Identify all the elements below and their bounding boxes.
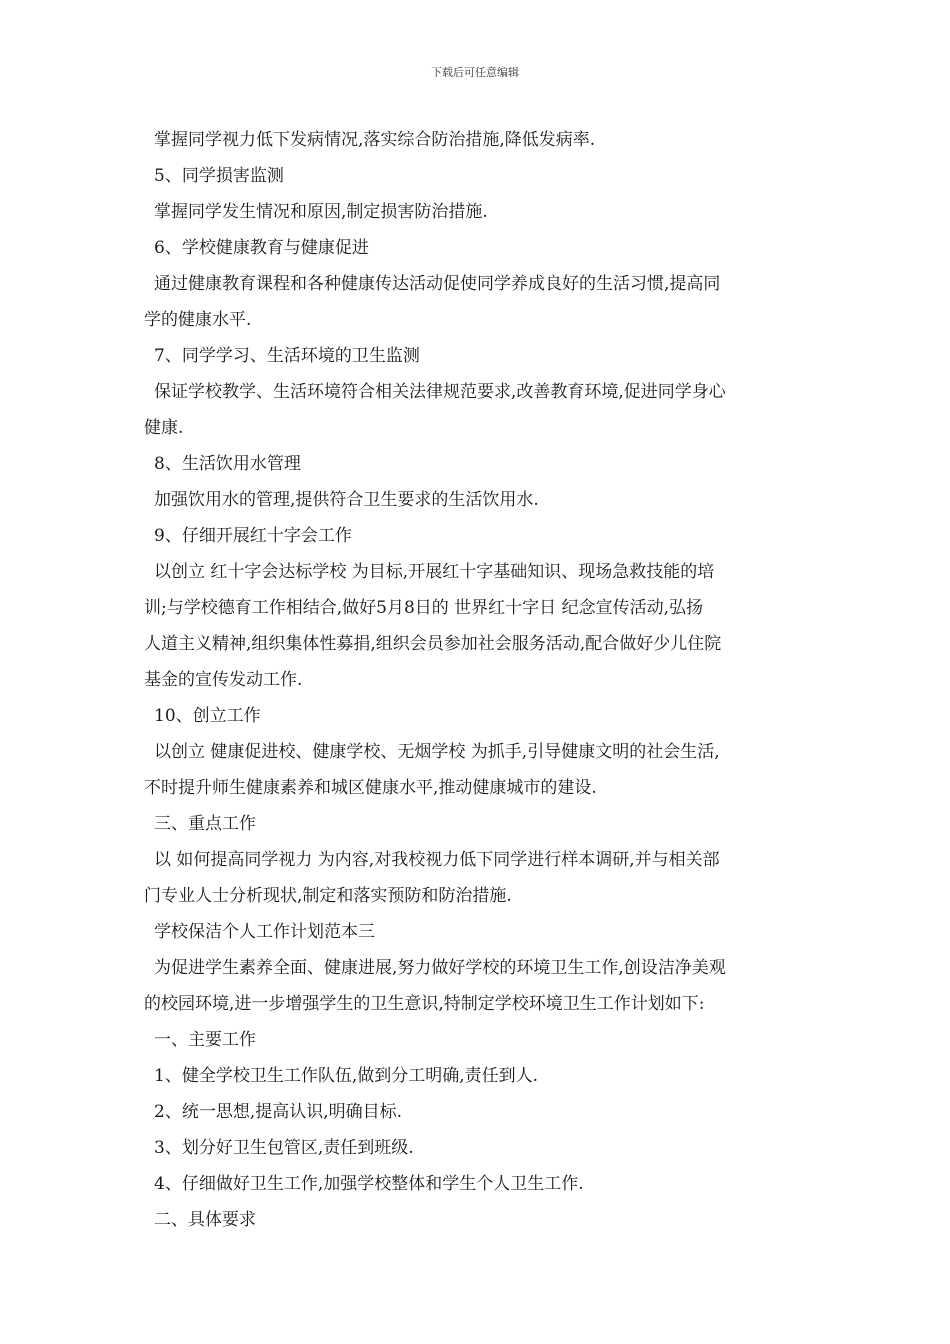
text-line: 训;与学校德育工作相结合,做好5月8日的 世界红十字日 纪念宣传活动,弘扬	[144, 598, 703, 618]
text-line: 4、仔细做好卫生工作,加强学校整体和学生个人卫生工作.	[154, 1174, 584, 1194]
text-line: 门专业人士分析现状,制定和落实预防和防治措施.	[144, 886, 512, 906]
page-header: 下载后可任意编辑	[431, 66, 519, 79]
text-line: 学的健康水平.	[144, 310, 252, 330]
text-line: 基金的宣传发动工作.	[144, 670, 303, 690]
text-line: 加强饮用水的管理,提供符合卫生要求的生活饮用水.	[154, 490, 539, 510]
text-line: 掌握同学发生情况和原因,制定损害防治措施.	[154, 202, 488, 222]
text-line: 2、统一思想,提高认识,明确目标.	[154, 1102, 403, 1122]
text-line: 三、重点工作	[154, 814, 256, 834]
text-line: 3、划分好卫生包管区,责任到班级.	[154, 1138, 414, 1158]
text-line: 1、健全学校卫生工作队伍,做到分工明确,责任到人.	[154, 1066, 539, 1086]
text-line: 以 如何提高同学视力 为内容,对我校视力低下同学进行样本调研,并与相关部	[154, 850, 720, 870]
text-line: 5、同学损害监测	[154, 166, 284, 186]
text-line: 7、同学学习、生活环境的卫生监测	[154, 346, 420, 366]
text-line: 通过健康教育课程和各种健康传达活动促使同学养成良好的生活习惯,提高同	[154, 274, 721, 294]
text-line: 以创立 健康促进校、健康学校、无烟学校 为抓手,引导健康文明的社会生活,	[154, 742, 720, 762]
text-line: 保证学校教学、生活环境符合相关法律规范要求,改善教育环境,促进同学身心	[154, 382, 726, 402]
text-line: 掌握同学视力低下发病情况,落实综合防治措施,降低发病率.	[154, 130, 596, 150]
text-line: 8、生活饮用水管理	[154, 454, 301, 474]
text-line: 的校园环境,进一步增强学生的卫生意识,特制定学校环境卫生工作计划如下:	[144, 994, 705, 1014]
text-line: 6、学校健康教育与健康促进	[154, 238, 369, 258]
text-line: 二、具体要求	[154, 1210, 256, 1230]
text-line: 不时提升师生健康素养和城区健康水平,推动健康城市的建设.	[144, 778, 597, 798]
text-line: 健康.	[144, 418, 184, 438]
text-line: 以创立 红十字会达标学校 为目标,开展红十字基础知识、现场急救技能的培	[154, 562, 715, 582]
text-line: 一、主要工作	[154, 1030, 256, 1050]
document-body	[144, 122, 810, 1238]
text-line: 10、创立工作	[154, 706, 261, 726]
text-line: 人道主义精神,组织集体性募捐,组织会员参加社会服务活动,配合做好少儿住院	[144, 634, 722, 654]
text-line: 为促进学生素养全面、健康进展,努力做好学校的环境卫生工作,创设洁净美观	[154, 958, 726, 978]
text-line: 9、仔细开展红十字会工作	[154, 526, 352, 546]
text-line: 学校保洁个人工作计划范本三	[154, 922, 375, 942]
